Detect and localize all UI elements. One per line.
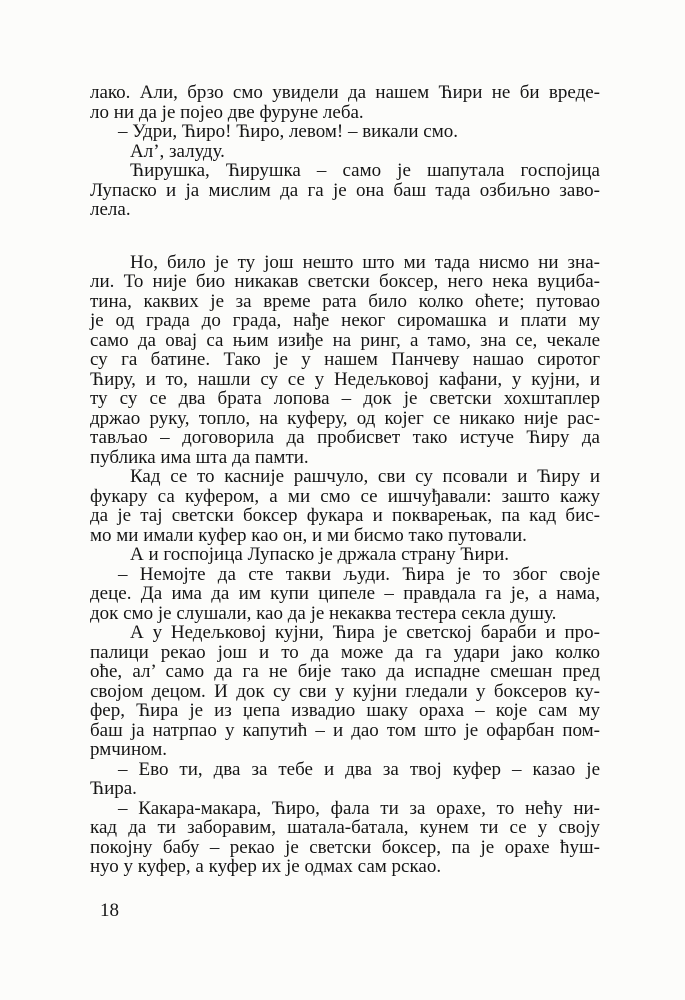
text-line: Кад се то касније рашчуло, сви су псовали и Ћиру и	[130, 466, 600, 487]
text-line: А у Недељковој кујни, Ћира је светској бараби и про-	[130, 622, 600, 643]
paragraph	[90, 623, 600, 760]
paragraph	[90, 122, 600, 142]
paragraph	[90, 161, 600, 220]
paragraph	[90, 760, 600, 799]
paragraph	[90, 83, 600, 122]
text-line: док смо је слушали, као да је некаква тестера секла душу.	[90, 602, 557, 624]
text-line: публика има шта да памти.	[90, 446, 309, 468]
text-line: су га батине. Тако је у нашем Панчеву нашао сиротог	[90, 349, 600, 370]
paragraph	[90, 799, 600, 877]
text-line: само да овај са њим изиђе на ринг, а тамо, зна се, чекале	[90, 329, 600, 351]
text-line: ту су се два брата лопова – док је светски хохштаплер	[90, 388, 600, 409]
text-line: деце. Да има да им купи ципеле – правдала га је, а нама,	[90, 583, 600, 604]
text-line: – Удри, Ћиро! Ћиро, левом! – викали смо.	[118, 121, 458, 142]
text-line: Но, било је ту још нешто што ми тада нисмо ни зна-	[130, 251, 600, 273]
text-line: Ћира.	[90, 778, 137, 799]
text-line: баш ја натрпао у капутић – и дао том што је офарбан пом-	[90, 719, 600, 741]
text-line: оће, ал’ само да га не бије тако да испадне смешан пред	[90, 661, 600, 682]
text-line: – Немојте да сте такви људи. Ћира је то због своје	[118, 563, 600, 585]
text-line: Ћиру, и то, нашли су се у Недељковој кафани, у кујни, и	[90, 368, 600, 390]
text-line: нуо у куфер, а куфер их је одмах сам рскао.	[90, 856, 442, 877]
text-line: кад да ти заборавим, шатала-батала, кунем ти се у своју	[90, 817, 600, 838]
text-line: – Ево ти, два за тебе и два за твој куфер – казао је	[118, 758, 600, 780]
text-line: тављао – договорила да пробисвет тако истуче Ћиру да	[90, 427, 600, 448]
text-line: ло ни да је појео две фуруне леба.	[90, 101, 364, 123]
text-line: Лупаско и ја мислим да га је она баш тада озбиљно заво-	[90, 179, 600, 201]
text-line: фер, Ћира је из џепа извадио шаку ораха – које сам му	[90, 700, 600, 721]
text-line: Ал’, залуду.	[130, 140, 225, 162]
text-line: лако. Али, брзо смо увидели да нашем Ћири не би вреде-	[90, 82, 600, 103]
text-line: А и госпојица Лупаско је држала страну Ћири.	[130, 544, 510, 565]
paragraph	[90, 253, 600, 468]
text-line: фукару са куфером, а ми смо се ишчуђавали: зашто кажу	[90, 485, 600, 507]
text-line: покојну бабу – рекао је светски боксер, па је орахе ћуш-	[90, 836, 600, 858]
text-line: Ћирушка, Ћирушка – само је шапутала госпојица	[130, 160, 600, 181]
text-line: мо ми имали куфер као он, и ми бисмо тако путовали.	[90, 524, 527, 546]
section-break	[90, 220, 600, 253]
text-line: – Какара-макара, Ћиро, фала ти за орахе, то нећу ни-	[118, 797, 600, 819]
paragraph	[90, 142, 600, 162]
text-line: ли. То није био никакав светски боксер, него нека вуциба-	[90, 271, 600, 292]
text-line: је од града до града, нађе неког сиромашка и плати му	[90, 310, 600, 331]
paragraph	[90, 467, 600, 545]
text-line: палици рекао још и то да може да га удари јако колко	[90, 641, 600, 663]
text-line: држао руку, топло, на куферу, од којег се никако није рас-	[90, 407, 600, 429]
paragraph	[90, 545, 600, 565]
paragraph	[90, 565, 600, 624]
text-line: тина, каквих је за време рата било колко оћете; путовао	[90, 290, 600, 312]
text-line: да је тај светски боксер фукара и покварењак, па кад бис-	[90, 505, 600, 526]
text-line: рмчином.	[90, 739, 168, 760]
text-line: лела.	[90, 199, 131, 220]
page-number: 18	[100, 900, 119, 921]
text-line: својом децом. И док су сви у кујни гледали у боксеров ку-	[90, 680, 600, 702]
page-body-text	[90, 83, 600, 877]
